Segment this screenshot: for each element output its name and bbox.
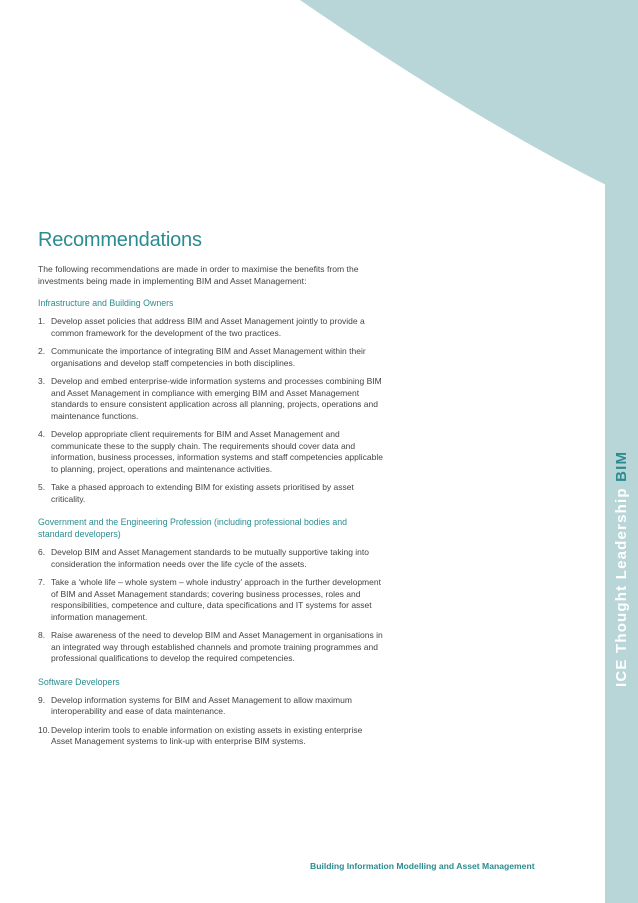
item-number: 8. — [38, 630, 46, 640]
list-item — [38, 346, 383, 369]
item-text: Develop interim tools to enable information on existing assets in existing enterprise Asset Management systems to link-up with enterprise BIM systems. — [51, 724, 363, 746]
item-number: 1. — [38, 316, 46, 326]
recommendation-list — [38, 547, 383, 665]
section-heading: Government and the Engineering Profession (including professional bodies and standard developers) — [38, 517, 348, 539]
item-text: Raise awareness of the need to develop BIM and Asset Management in organisations in an integrated way through established channels and promote training programmes and professional qualifications to develop the required competencies. — [51, 630, 383, 663]
side-running-title — [613, 387, 630, 687]
recommendation-list — [38, 316, 383, 505]
decorative-header-band — [0, 0, 638, 200]
item-text: Take a phased approach to extending BIM for existing assets prioritised by asset criticality. — [51, 482, 354, 504]
side-title-prefix: ICE Thought Leadership — [613, 481, 630, 687]
item-number: 3. — [38, 376, 46, 386]
list-item — [38, 547, 383, 570]
item-number: 2. — [38, 346, 46, 356]
recommendation-list — [38, 695, 383, 748]
section-heading: Infrastructure and Building Owners — [38, 298, 174, 308]
page-title: Recommendations — [38, 229, 202, 251]
item-text: Take a ‘whole life – whole system – whole industry’ approach in the further development of BIM and Asset Management standards; covering business processes, roles and responsibilities, competence and culture, data specifications and IT systems for asset information management. — [51, 577, 381, 622]
item-text: Develop asset policies that address BIM and Asset Management jointly to provide a common framework for the development of the two practices. — [51, 316, 365, 338]
list-item — [38, 316, 383, 339]
item-number: 4. — [38, 429, 46, 439]
list-item — [38, 482, 383, 505]
item-text: Develop information systems for BIM and Asset Management to allow maximum interoperability and ease of data maintenance. — [51, 694, 352, 716]
item-text: Develop and embed enterprise-wide information systems and processes combining BIM and Asset Management in compliance with emerging BIM and Asset Management standards to ensure consistent application across all planning, projects, operations and maintenance functions. — [51, 376, 382, 421]
item-text: Develop BIM and Asset Management standards to be mutually supportive taking into consideration the information needs over the life cycle of the assets. — [51, 547, 369, 569]
intro-paragraph: The following recommendations are made in order to maximise the benefits from the investments being made in implementing BIM and Asset Management: — [38, 264, 359, 286]
section-owners — [38, 297, 383, 505]
section-government — [38, 516, 383, 665]
page-footer: Building Information Modelling and Asset Management — [310, 861, 535, 871]
section-software — [38, 676, 383, 748]
list-item — [38, 376, 383, 422]
side-title-suffix: BIM — [613, 450, 630, 482]
item-number: 7. — [38, 577, 46, 587]
item-number: 10. — [38, 724, 50, 735]
item-number: 6. — [38, 547, 46, 557]
list-item — [38, 725, 383, 748]
item-text: Communicate the importance of integrating BIM and Asset Management within their organisations and develop staff competencies in both disciplines. — [51, 346, 366, 368]
main-content — [38, 229, 383, 755]
list-item — [38, 429, 383, 475]
list-item — [38, 577, 383, 623]
section-heading: Software Developers — [38, 676, 120, 687]
item-text: Develop appropriate client requirements for BIM and Asset Management and communicate these to the supply chain. The requirements should cover data and information, business processes, information systems and staff competencies applicable to planning, project, operations and maintenance activities. — [51, 429, 383, 474]
item-number: 9. — [38, 694, 46, 705]
item-number: 5. — [38, 482, 46, 492]
list-item — [38, 630, 383, 665]
list-item — [38, 695, 383, 718]
